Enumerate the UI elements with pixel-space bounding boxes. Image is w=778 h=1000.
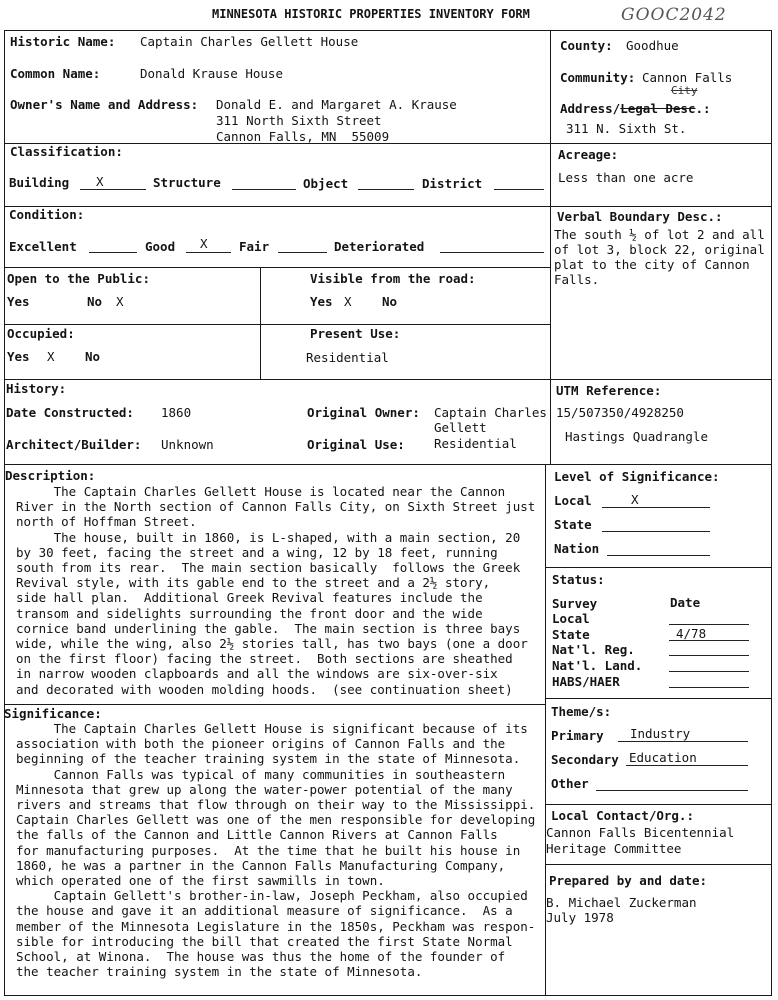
significance-line: Cannon Falls was typical of many communities in southeastern [16, 766, 506, 782]
occupied-yes-value: X [47, 349, 55, 364]
condition-label: Condition: [9, 207, 85, 222]
significance-line: the falls of the Cannon and Little Cannon Rivers at Cannon Falls [16, 827, 498, 843]
level-state-label: State [554, 517, 592, 532]
prepared-by-label: Prepared by and date: [549, 873, 708, 888]
level-local-value: X [631, 492, 639, 507]
description-label: Description: [5, 468, 96, 483]
utm-quadrangle: Hastings Quadrangle [565, 429, 708, 444]
description-line: in narrow wooden clapboards and all the windows are six-over-six [16, 666, 498, 682]
significance-line: Captain Charles Gellett was one of the men responsible for developing [16, 812, 536, 828]
description-text [16, 484, 535, 697]
county-value: Goodhue [626, 38, 679, 53]
significance-line: association with both the pioneer origins of Cannon Falls and the [16, 736, 506, 752]
status-row-natl-reg: Nat'l. Reg. [552, 642, 635, 657]
level-local-label: Local [554, 493, 592, 508]
status-row-habs: HABS/HAER [552, 674, 620, 689]
description-line: side hall plan. Additional Greek Revival features include the [16, 590, 483, 606]
handwritten-form-id: GOOC2042 [621, 5, 727, 25]
open-public-no-value: X [116, 294, 124, 309]
present-use-label: Present Use: [310, 326, 401, 341]
boundary-line: of lot 3, block 22, original [554, 242, 765, 257]
architect-label: Architect/Builder: [6, 437, 142, 452]
visible-road-label: Visible from the road: [310, 271, 476, 286]
occupied-no-label: No [85, 349, 101, 364]
classification-label: Classification: [10, 144, 123, 159]
significance-line: Captain Gellett's brother-in-law, Joseph Peckham, also occupied [16, 888, 528, 904]
good-label: Good [145, 239, 176, 254]
status-row-state: State [552, 627, 590, 642]
district-label: District [422, 176, 483, 191]
owner-street: 311 North Sixth Street [216, 113, 382, 128]
structure-label: Structure [153, 175, 221, 190]
significance-line: rivers and streams that flow through on their way to the Mississippi. [16, 797, 536, 813]
acreage-value: Less than one acre [558, 170, 694, 185]
utm-value: 15/507350/4928250 [556, 405, 684, 420]
status-state-date: 4/78 [676, 626, 707, 641]
local-contact-line: Cannon Falls Bicentennial [546, 825, 735, 840]
original-owner-value-2: Gellett [434, 420, 487, 435]
original-owner-value: Captain Charles [434, 405, 547, 420]
community-struck-word: City [671, 84, 698, 97]
theme-other-label: Other [551, 776, 589, 791]
address-label: Address/Legal Desc.: [560, 101, 711, 116]
theme-label: Theme/s: [551, 704, 612, 719]
boundary-line: plat to the city of Cannon [554, 257, 750, 272]
status-row-local: Local [552, 611, 590, 626]
description-line: River in the North section of Cannon Falls City, on Sixth Street just [16, 499, 536, 515]
visible-road-yes-label: Yes [310, 294, 333, 309]
status-date-header: Date [670, 595, 701, 610]
description-line: transom and sidelights surrounding the front door and the wide [16, 605, 483, 621]
open-public-label: Open to the Public: [7, 271, 150, 286]
form-title: MINNESOTA HISTORIC PROPERTIES INVENTORY FORM [212, 7, 530, 21]
original-use-value: Residential [434, 436, 517, 451]
excellent-label: Excellent [9, 239, 77, 254]
theme-secondary-label: Secondary [551, 752, 619, 767]
description-line: The Captain Charles Gellett House is located near the Cannon [16, 484, 506, 499]
description-line: south from its rear. The main section basically follows the Greek [16, 560, 521, 576]
significance-line: Minnesota that grew up along the water-power potential of the many [16, 781, 513, 797]
owner-city: Cannon Falls, MN 55009 [216, 129, 390, 144]
owner-label: Owner's Name and Address: [10, 97, 199, 112]
description-line: and decorated with wooden molding hoods. (see continuation sheet) [16, 681, 513, 697]
object-label: Object [303, 176, 349, 191]
theme-primary-value: Industry [630, 726, 691, 741]
significance-line: which operated one of the first sawmills in town. [16, 873, 385, 889]
significance-line: member of the Minnesota Legislature in the 1850s, Peckham was respon- [16, 918, 536, 934]
significance-line: School, at Winona. The house was thus the home of the founder of [16, 949, 506, 965]
acreage-label: Acreage: [558, 147, 619, 162]
boundary-label: Verbal Boundary Desc.: [557, 209, 723, 224]
description-line: north of Hoffman Street. [16, 514, 197, 530]
common-name-value: Donald Krause House [140, 66, 283, 81]
address-value: 311 N. Sixth St. [566, 121, 687, 136]
status-row-survey: Survey [552, 596, 598, 611]
theme-secondary-value: Education [629, 750, 697, 765]
original-owner-label: Original Owner: [307, 405, 420, 420]
deteriorated-label: Deteriorated [334, 239, 425, 254]
description-line: wide, while the wing, also 2½ stories tall, has two bays (one a door [16, 636, 528, 652]
description-line: cornice band underlining the gable. The main section is three bays [16, 620, 521, 636]
significance-label: Significance: [4, 706, 102, 721]
description-line: Revival style, with its gable end to the street and a 2½ story, [16, 575, 491, 591]
significance-text [16, 721, 535, 979]
boundary-line: Falls. [554, 272, 600, 287]
local-contact-label: Local Contact/Org.: [551, 808, 694, 823]
date-constructed-label: Date Constructed: [6, 405, 134, 420]
level-significance-label: Level of Significance: [554, 469, 720, 484]
status-row-natl-land: Nat'l. Land. [552, 658, 643, 673]
theme-primary-label: Primary [551, 728, 604, 743]
significance-line: for manufacturing purposes. At the time that he built his house in [16, 842, 521, 858]
prepared-by-date: July 1978 [546, 910, 614, 925]
present-use-value: Residential [306, 350, 389, 365]
occupied-label: Occupied: [7, 326, 75, 341]
history-label: History: [6, 381, 67, 396]
open-public-yes-label: Yes [7, 294, 30, 309]
date-constructed-value: 1860 [161, 405, 192, 420]
description-line: The house, built in 1860, is L-shaped, with a main section, 20 [16, 529, 521, 545]
status-label: Status: [552, 572, 605, 587]
owner-name: Donald E. and Margaret A. Krause [216, 97, 457, 112]
architect-value: Unknown [161, 437, 214, 452]
boundary-line: The south ½ of lot 2 and all [554, 227, 765, 242]
community-label: Community: [560, 70, 636, 85]
description-line: on the first floor) facing the street. Both sections are sheathed [16, 651, 513, 667]
open-public-no-label: No [87, 294, 103, 309]
building-label: Building [9, 175, 70, 190]
building-value: X [96, 174, 104, 189]
local-contact-line-2: Heritage Committee [546, 841, 682, 856]
significance-line: the teacher training system in the state of Minnesota. [16, 964, 423, 980]
prepared-by-name: B. Michael Zuckerman [546, 895, 697, 910]
fair-label: Fair [239, 239, 270, 254]
historic-name-label: Historic Name: [10, 34, 116, 49]
significance-line: beginning of the teacher training system in the state of Minnesota. [16, 751, 521, 767]
original-use-label: Original Use: [307, 437, 405, 452]
good-value: X [200, 236, 208, 251]
occupied-yes-label: Yes [7, 349, 30, 364]
significance-line: the house and gave it an additional measure of significance. As a [16, 903, 513, 919]
description-line: by 30 feet, facing the street and a wing, 12 by 18 feet, running [16, 544, 498, 560]
level-nation-label: Nation [554, 541, 600, 556]
significance-line: The Captain Charles Gellett House is significant because of its [16, 721, 528, 736]
utm-label: UTM Reference: [556, 383, 662, 398]
common-name-label: Common Name: [10, 66, 101, 81]
community-value: Cannon Falls [642, 70, 733, 85]
significance-line: sible for introducing the bill that created the first State Normal [16, 933, 513, 949]
visible-road-yes-value: X [344, 294, 352, 309]
visible-road-no-label: No [382, 294, 398, 309]
historic-name-value: Captain Charles Gellett House [140, 34, 359, 49]
county-label: County: [560, 38, 613, 53]
significance-line: 1860, he was a partner in the Cannon Falls Manufacturing Company, [16, 857, 506, 873]
